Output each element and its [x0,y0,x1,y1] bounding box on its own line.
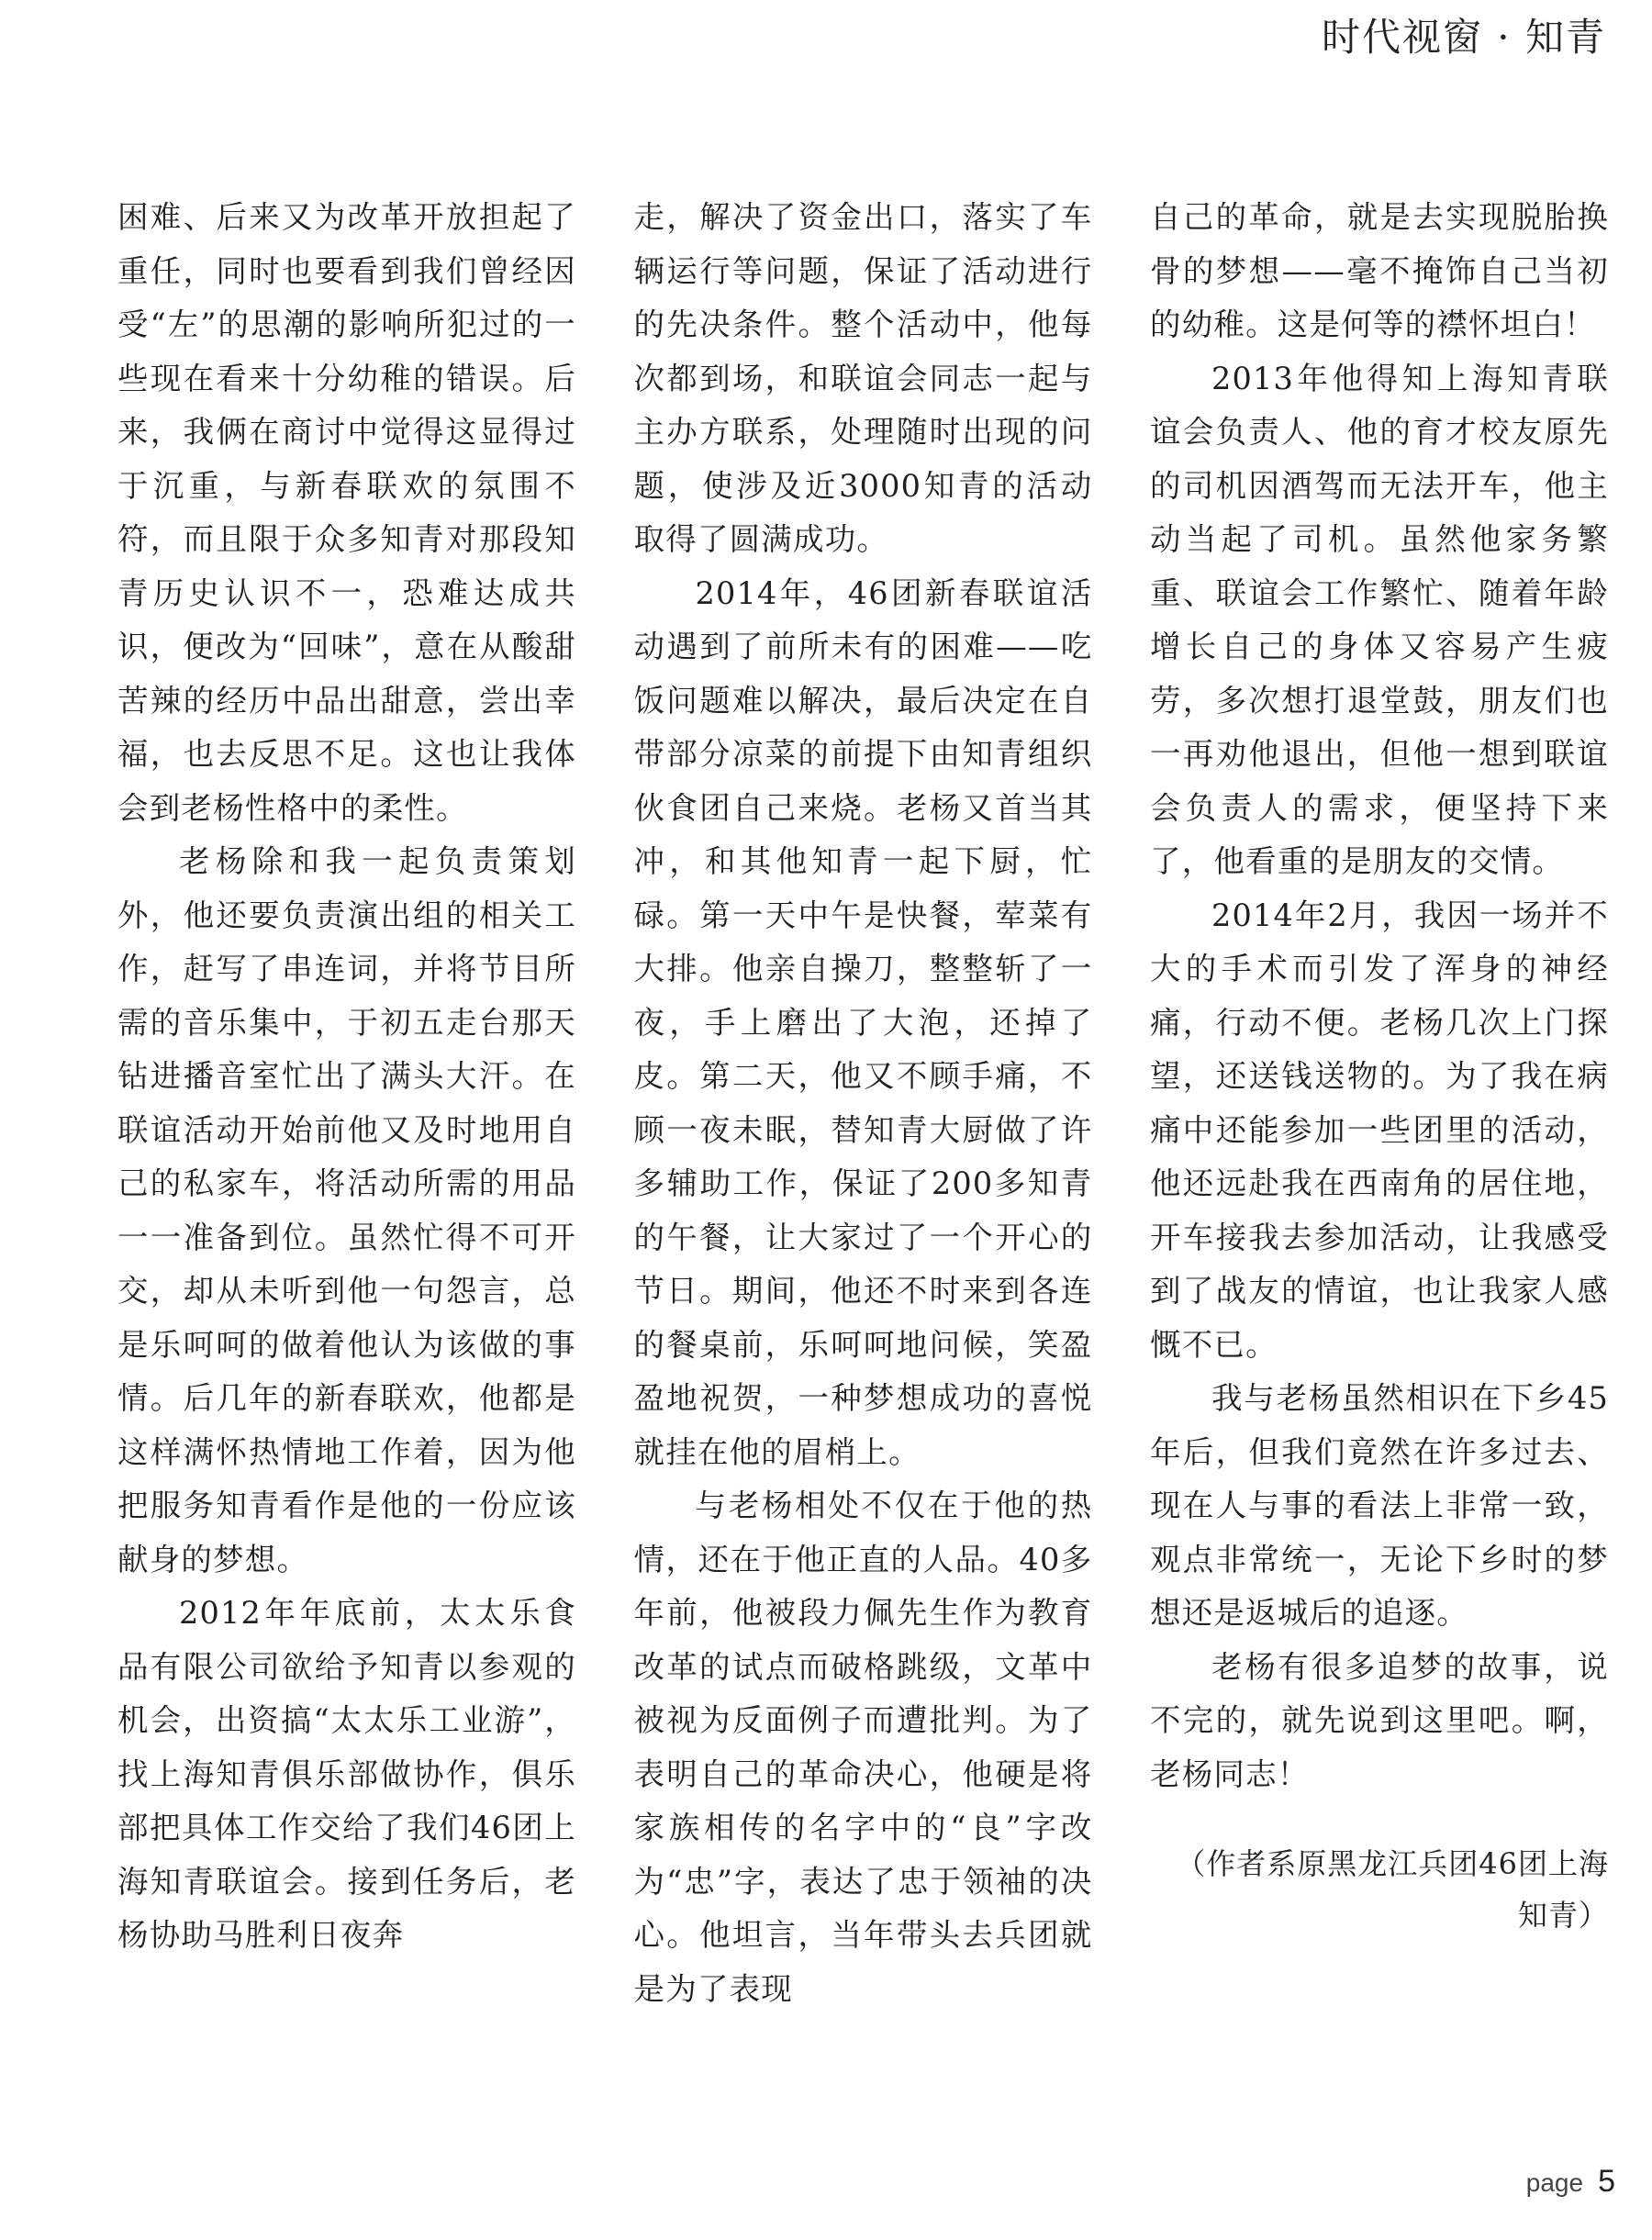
paragraph: 2012年年底前，太太乐食品有限公司欲给予知青以参观的机会，出资搞“太太乐工业游”，找上海知青俱乐部做协作，俱乐部把具体工作交给了我们46团上海知青联谊会。接到任务后，老杨协助马胜利日夜奔 [117,1595,576,1953]
paragraph: 老杨有很多追梦的故事，说不完的，就先说到这里吧。啊，老杨同志！ [1150,1648,1609,1792]
paragraph: 自己的革命，就是去实现脱胎换骨的梦想——毫不掩饰自己当初的幼稚。这是何等的襟怀坦白！ [1150,199,1609,342]
column-2 [634,191,1093,2145]
page-number: 5 [1598,2164,1615,2199]
page-label: page [1525,2168,1584,2197]
paragraph: 老杨除和我一起负责策划外，他还要负责演出组的相关工作，赶写了串连词，并将节目所需的音乐集中，于初五走台那天钻进播音室忙出了满头大汗。在联谊活动开始前他又及时地用自己的私家车，将活动所需的用品一一准备到位。虽然忙得不可开交，却从未听到他一句怨言，总是乐呵呵的做着他认为该做的事情。后几年的新春联欢，他都是这样满怀热情地工作着，因为他把服务知青看作是他的一份应该献身的梦想。 [117,843,576,1577]
column-1 [117,191,576,2145]
page-footer [1526,2164,1615,2200]
paragraph: 走，解决了资金出口，落实了车辆运行等问题，保证了活动进行的先决条件。整个活动中，他每次都到场，和联谊会同志一起与主办方联系，处理随时出现的问题，使涉及近3000知青的活动取得了圆满成功。 [633,199,1093,557]
paragraph: 我与老杨虽然相识在下乡45年后，但我们竟然在许多过去、现在人与事的看法上非常一致，观点非常统一，无论下乡时的梦想还是返城后的追逐。 [1150,1380,1609,1631]
section-header: 时代视窗 · 知青 [1321,15,1606,60]
paragraph: 2013年他得知上海知青联谊会负责人、他的育才校友原先的司机因酒驾而无法开车，他主动当起了司机。虽然他家务繁重、联谊会工作繁忙、随着年龄增长自己的身体又容易产生疲劳，多次想打退堂鼓，朋友们也一再劝他退出，但他一想到联谊会负责人的需求，便坚持下来了，他看重的是朋友的交情。 [1150,360,1609,879]
paragraph: 2014年，46团新春联谊活动遇到了前所未有的困难——吃饭问题难以解决，最后决定在自带部分凉菜的前提下由知青组织伙食团自己来烧。老杨又首当其冲，和其他知青一起下厨，忙碌。第一天中午是快餐，荤菜有大排。他亲自操刀，整整斩了一夜，手上磨出了大泡，还掉了皮。第二天，他又不顾手痛，不顾一夜未眠，替知青大厨做了许多辅助工作，保证了200多知青的午餐，让大家过了一个开心的节日。期间，他还不时来到各连的餐桌前，乐呵呵地问候，笑盈盈地祝贺，一种梦想成功的喜悦就挂在他的眉梢上。 [633,574,1093,1470]
article-body [117,191,1609,2145]
column-3 [1150,191,1609,2145]
paragraph: 困难、后来又为改革开放担起了重任，同时也要看到我们曾经因受“左”的思潮的影响所犯过的一些现在看来十分幼稚的错误。后来，我俩在商讨中觉得这显得过于沉重，与新春联欢的氛围不符，而且限于众多知青对那段知青历史认识不一，恐难达成共识，便改为“回味”，意在从酸甜苦辣的经历中品出甜意，尝出幸福，也去反思不足。这也让我体会到老杨性格中的柔性。 [117,199,576,826]
paragraph: 2014年2月，我因一场并不大的手术而引发了浑身的神经痛，行动不便。老杨几次上门探望，还送钱送物的。为了我在病痛中还能参加一些团里的活动，他还远赴我在西南角的居住地，开车接我去参加活动，让我感受到了战友的情谊，也让我家人感慨不已。 [1150,897,1609,1363]
author-byline: （作者系原黑龙江兵团46团上海知青） [1176,1846,1609,1933]
paragraph: 与老杨相处不仅在于他的热情，还在于他正直的人品。40多年前，他被段力佩先生作为教育改革的试点而破格跳级，文革中被视为反面例子而遭批判。为了表明自己的革命决心，他硬是将家族相传的名字中的“良”字改为“忠”字，表达了忠于领袖的决心。他坦言，当年带头去兵团就是为了表现 [633,1488,1093,2007]
